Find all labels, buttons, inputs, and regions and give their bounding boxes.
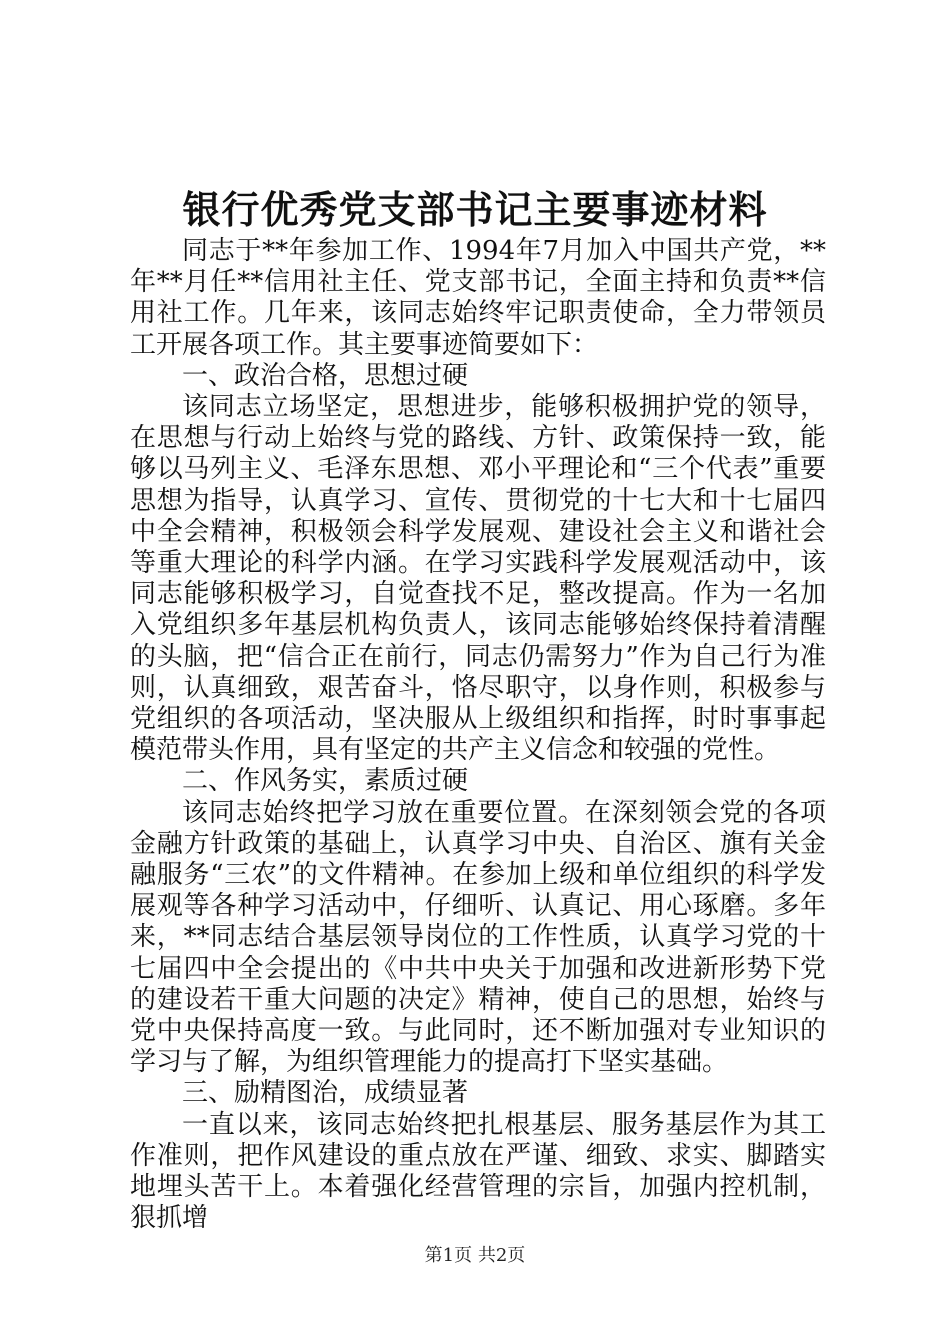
document-body xyxy=(130,236,826,1235)
section-heading-1: 一、政治合格，思想过硬 xyxy=(182,360,469,391)
intro-paragraph: 同志于**年参加工作、1994年7月加入中国共产党，**年**月任**信用社主任、党支部书记，全面主持和负责**信用社工作。几年来，该同志始终牢记职责使命，全力带领员工开展各项工作。其主要事迹简要如下： xyxy=(130,236,826,360)
section-paragraph-3: 一直以来，该同志始终把扎根基层、服务基层作为其工作准则，把作风建设的重点放在严谨、细致、求实、脚踏实地埋头苦干上。本着强化经营管理的宗旨，加强内控机制，狠抓增 xyxy=(130,1109,826,1234)
section-paragraph-1: 该同志立场坚定，思想进步，能够积极拥护党的领导，在思想与行动上始终与党的路线、方针、政策保持一致，能够以马列主义、毛泽东思想、邓小平理论和“三个代表”重要思想为指导，认真学习、宣传、贯彻党的十七大和十七届四中全会精神，积极领会科学发展观、建设社会主义和谐社会等重大理论的科学内涵。在学习实践科学发展观活动中，该同志能够积极学习，自觉查找不足，整改提高。作为一名加入党组织多年基层机构负责人，该同志能够始终保持着清醒的头脑，把“信合正在前行，同志仍需努力”作为自己行为准则，认真细致，艰苦奋斗，恪尽职守，以身作则，积极参与党组织的各项活动，坚决服从上级组织和指挥，时时事事起模范带头作用，具有坚定的共产主义信念和较强的党性。 xyxy=(130,392,826,766)
page-footer: 第1页 共2页 xyxy=(424,1245,526,1266)
section-heading-2: 二、作风务实，素质过硬 xyxy=(182,766,469,797)
document-title: 银行优秀党支部书记主要事迹材料 xyxy=(182,187,768,232)
section-paragraph-2: 该同志始终把学习放在重要位置。在深刻领会党的各项金融方针政策的基础上，认真学习中央、自治区、旗有关金融服务“三农”的文件精神。在参加上级和单位组织的科学发展观等各种学习活动中，仔细听、认真记、用心琢磨。多年来，**同志结合基层领导岗位的工作性质，认真学习党的十七届四中全会提出的《中共中央关于加强和改进新形势下党的建设若干重大问题的决定》精神，使自己的思想，始终与党中央保持高度一致。与此同时，还不断加强对专业知识的学习与了解，为组织管理能力的提高打下坚实基础。 xyxy=(130,797,826,1078)
section-heading-3: 三、励精图治，成绩显著 xyxy=(182,1078,469,1109)
